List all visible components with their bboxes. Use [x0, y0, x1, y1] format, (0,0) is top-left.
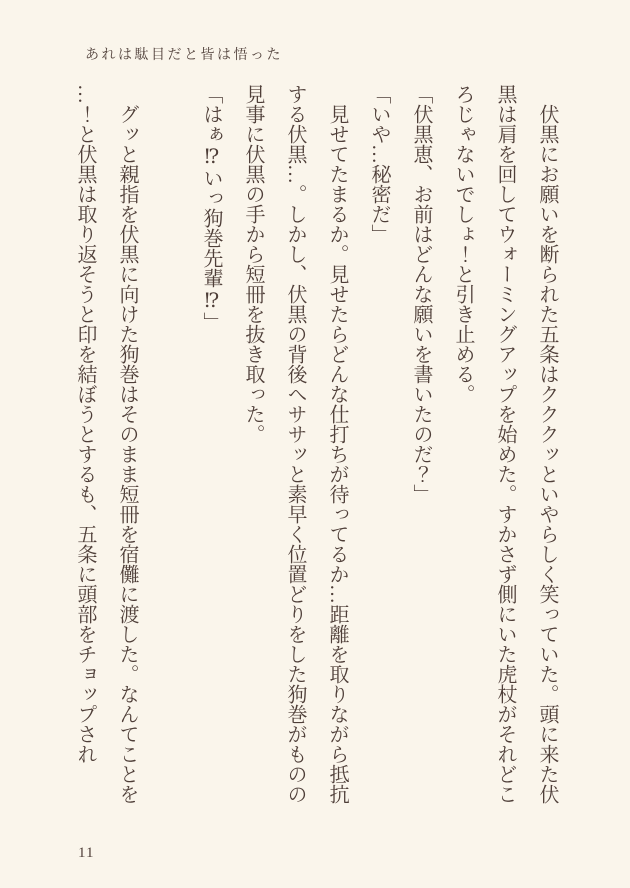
page-number: 11 [78, 845, 95, 861]
running-header: あれは駄目だと皆は悟った [85, 48, 283, 63]
text-line: グッと親指を伏黒に向けた狗巻はそのまま短冊を宿儺に渡した。なんてことを [116, 84, 138, 804]
text-line: 伏黒にお願いを断られた五条はクククッといやらしく笑っていた。頭に来た伏 [536, 84, 558, 804]
text-line-dialogue: 「伏黒恵、お前はどんな願いを書いたのだ？」 [410, 84, 432, 504]
body-text [64, 84, 568, 810]
text-line: ろじゃないでしょ！と引き止める。 [452, 84, 474, 404]
blank-line [148, 84, 190, 810]
text-line: 黒は肩を回してウォーミングアップを始めた。すかさず側にいた虎杖がそれどこ [494, 84, 516, 804]
text-line-dialogue: 「いや…秘密だ」 [368, 84, 390, 244]
text-line: 見事に伏黒の手から短冊を抜き取った。 [242, 84, 264, 444]
text-line: …！と伏黒は取り返そうと印を結ぼうとするも、五条に頭部をチョップされ [74, 84, 96, 764]
text-line-dialogue: 「はぁ⁉いっ狗巻先輩⁉」 [200, 84, 222, 332]
text-line: する伏黒…。しかし、伏黒の背後へササッと素早く位置どりをした狗巻がものの [284, 84, 306, 804]
text-line: 見せてたまるか。見せたらどんな仕打ちが待ってるか…距離を取りながら抵抗 [326, 84, 348, 804]
